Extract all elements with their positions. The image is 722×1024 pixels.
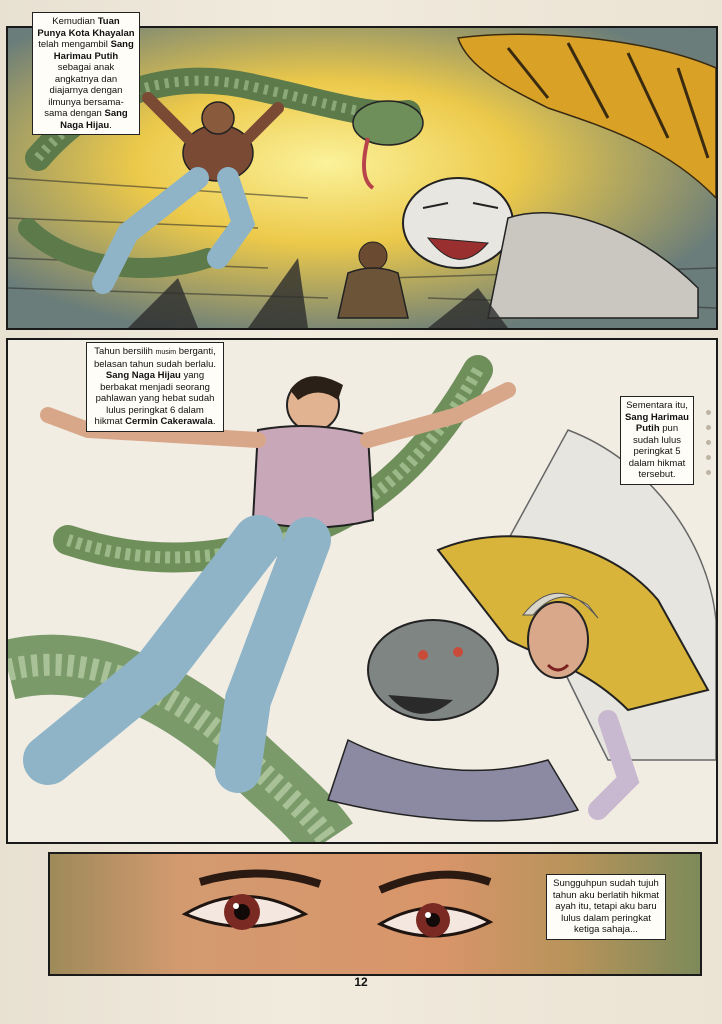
caption-text: berganti, belasan tahun sudah berlalu. [93,346,216,370]
caption-bold-name: Sang Harimau Putih [625,411,689,434]
binding-hole [706,425,711,430]
caption-text: yang berbakat menjadi seorang pahlawan yang hebat sudah lulus peringkat 6 dalam hikmat [94,370,215,427]
caption-text: Sementara itu, [626,400,688,411]
caption-panel-3 [546,874,666,940]
caption-bold-name: Sang Harimau Putih [53,39,134,62]
caption-text: Sungguhpun sudah tujuh tahun aku berlatih hikmat ayah itu, tetapi aku baru lulus dalam peringkat ketiga sahaja... [552,878,660,935]
caption-bold-name: Cermin Cakerawala [125,416,213,427]
binding-hole [706,455,711,460]
caption-text: sebagai anak angkatnya dan diajarnya dengan ilmunya bersama-sama dengan [44,62,124,119]
binding-hole [706,470,711,475]
caption-bold-name: Sang Naga Hijau [105,370,181,381]
caption-panel-2-left [86,342,224,432]
caption-text: Kemudian [52,16,98,27]
caption-text: . [212,416,216,427]
page-number: 12 [354,975,368,989]
caption-text: telah mengambil [38,39,111,50]
caption-bold-name: Tuan Punya Kota Khayalan [37,16,135,39]
dragon-head [353,101,423,145]
binding-hole [706,410,711,415]
panther-head [368,620,498,720]
binding-hole [706,440,711,445]
caption-text: pun sudah lulus peringkat 5 dalam hikmat tersebut. [628,423,686,480]
caption-small-text: musim [155,349,177,356]
caption-bold-name: Sang Naga Hijau [60,108,128,131]
caption-panel-2-right [620,396,694,485]
caption-panel-1 [32,12,140,135]
caption-text: Tahun bersilih [94,346,156,357]
binding-holes [706,400,716,485]
caption-text: . [109,119,112,131]
